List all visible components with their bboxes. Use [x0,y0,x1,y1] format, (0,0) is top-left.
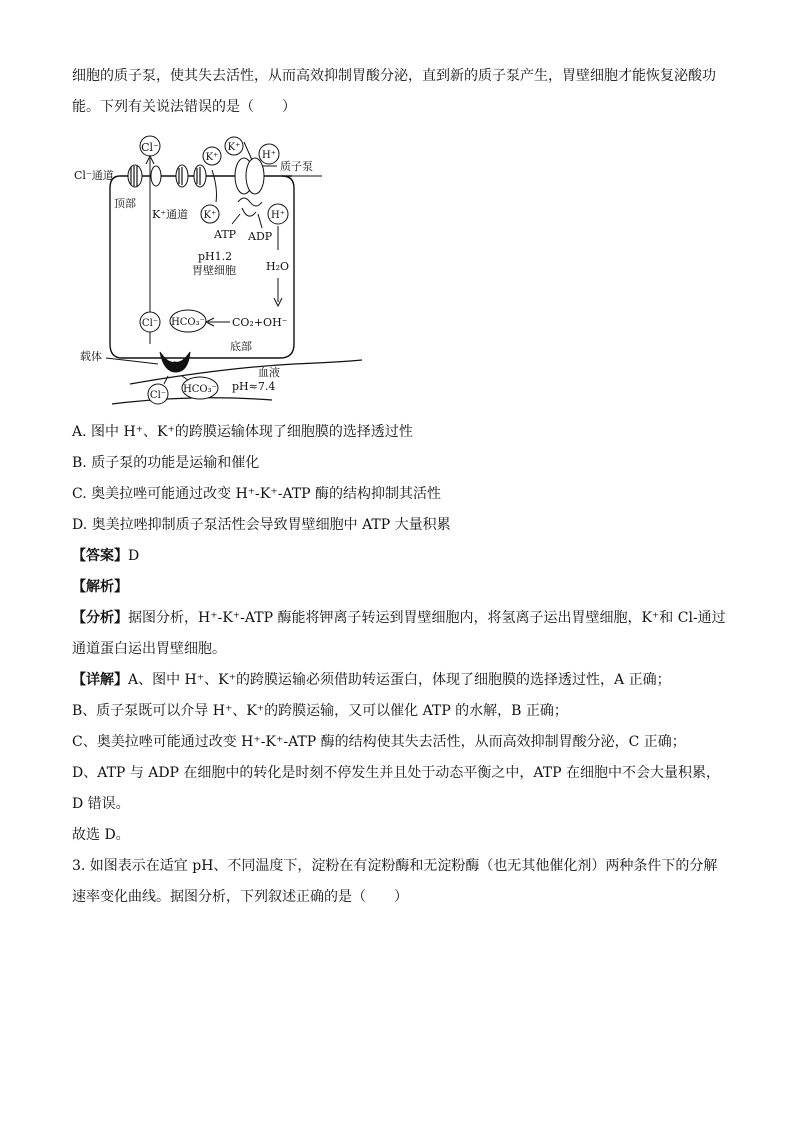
k-channel-icon [151,165,206,187]
option-c: C. 奥美拉唑可能通过改变 H⁺-K⁺-ATP 酶的结构抑制其活性 [72,486,442,502]
water-label: H₂O [266,260,290,273]
fenxi-text-1: 据图分析，H⁺-K⁺-ATP 酶能将钾离子转运到胃壁细胞内，将氢离子运出胃壁细胞，K⁺和 Cl-通过 [128,610,726,626]
k-ion-top-mid [225,137,243,155]
co2-oh-label: CO₂+OH⁻ [232,316,288,329]
svg-text:HCO₃⁻: HCO₃⁻ [183,384,217,395]
detail-line-a [72,670,671,690]
parietal-cell-diagram [72,132,372,412]
option-d: D. 奥美拉唑抑制质子泵活性会导致胃壁细胞中 ATP 大量积累 [72,517,451,533]
q3-line-1: 3. 如图表示在适宜 pH、不同温度下，淀粉在有淀粉酶和无淀粉酶（也无其他催化剂）两种条件下的分解 [72,858,718,874]
fenxi-tag: 【分析】 [72,610,128,626]
cl-channel-icon [128,165,142,187]
hco3-ion-inner [170,310,206,332]
svg-text:H⁺: H⁺ [262,150,276,161]
option-b: B. 质子泵的功能是运输和催化 [72,455,260,471]
base-label: 底部 [230,340,252,353]
answer-tag: 【答案】 [72,548,128,564]
analysis-tag: 【解析】 [72,579,128,595]
fenxi-line-1 [72,608,726,628]
apex-label: 顶部 [114,197,136,210]
cl-ion-inner [140,312,160,332]
svg-text:HCO₃⁻: HCO₃⁻ [171,317,205,328]
option-a: A. 图中 H⁺、K⁺的跨膜运输体现了细胞膜的选择透过性 [72,424,413,440]
proton-pump-label: 质子泵 [280,160,313,173]
detail-text-a: A、图中 H⁺、K⁺的跨膜运输必须借助转运蛋白，体现了细胞膜的选择透过性，A 正确； [128,672,671,688]
detail-line-d1: D、ATP 与 ADP 在细胞中的转化是时刻不停发生并且处于动态平衡之中，ATP 在细胞中不会大量积累， [72,765,720,781]
k-channel-label: K⁺通道 [152,208,189,221]
blood-ph-label: pH≈7.4 [232,380,276,393]
adp-label: ADP [248,230,273,243]
k-ion-top-left [203,147,221,165]
q2-stem-line-2: 能。下列有关说法错误的是（ ） [72,99,296,115]
svg-text:H⁺: H⁺ [271,210,285,221]
h-ion-top [259,144,279,164]
detail-line-d2: D 错误。 [72,796,130,812]
detail-line-b: B、质子泵既可以介导 H⁺、K⁺的跨膜运输，又可以催化 ATP 的水解，B 正确； [72,703,568,719]
conclusion-line: 故选 D。 [72,827,130,843]
proton-pump-icon [235,158,264,216]
detail-tag: 【详解】 [72,672,128,688]
q2-stem-line-1: 细胞的质子泵，使其失去活性，从而高效抑制胃酸分泌，直到新的质子泵产生，胃壁细胞才能恢复泌酸功 [72,68,716,84]
detail-line-c: C、奥美拉唑可能通过改变 H⁺-K⁺-ATP 酶的结构使其失去活性，从而高效抑制胃酸分泌，C 正确； [72,734,686,750]
carrier-icon [160,352,190,372]
q3-line-2: 速率变化曲线。据图分析，下列叙述正确的是（ ） [72,889,408,905]
h-ion-inner [268,204,288,224]
svg-text:K⁺: K⁺ [203,210,217,221]
cl-ion-top [140,136,160,156]
svg-text:K⁺: K⁺ [205,152,219,163]
answer-value: D [128,548,140,564]
answer-line [72,546,139,566]
cl-channel-label: Cl⁻通道 [74,169,114,182]
svg-text:Cl⁻: Cl⁻ [141,318,159,329]
hco3-ion-blood [182,377,218,399]
k-ion-inner [201,205,219,223]
svg-text:Cl⁻: Cl⁻ [141,141,159,154]
cl-ion-blood [148,384,168,404]
svg-text:K⁺: K⁺ [227,142,241,153]
fenxi-line-2: 通道蛋白运出胃壁细胞。 [72,641,226,657]
cell-ph-label: pH1.2 [198,250,233,263]
svg-text:Cl⁻: Cl⁻ [149,390,167,401]
blood-label: 血液 [258,366,280,379]
carrier-label: 载体 [80,350,102,363]
atp-label: ATP [214,228,237,241]
cell-name-label: 胃壁细胞 [192,264,236,277]
